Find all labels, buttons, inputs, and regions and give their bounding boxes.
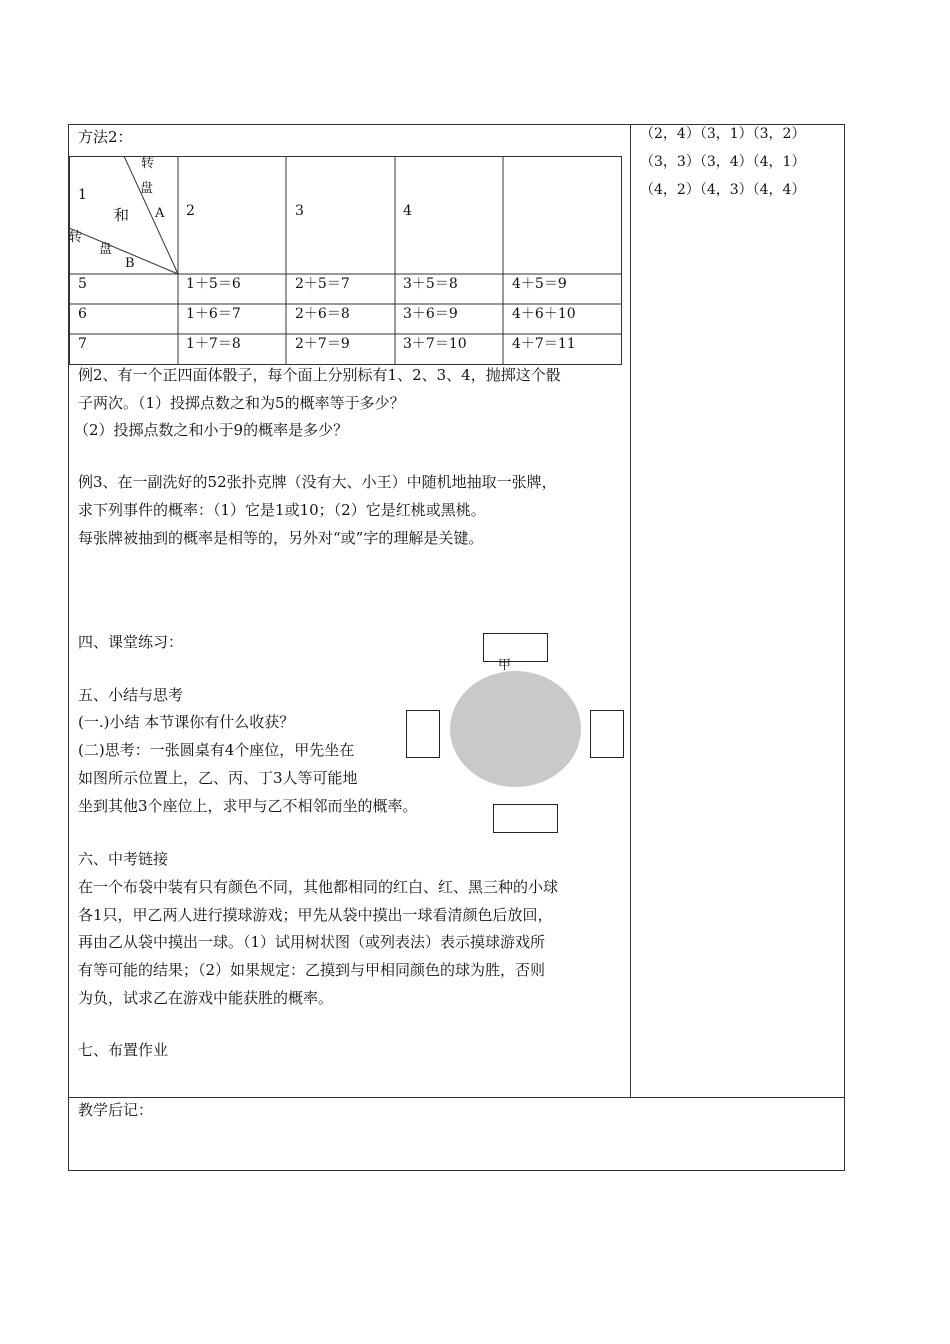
- section-5-title: 五、小结与思考: [78, 686, 184, 704]
- corner-he: 和: [114, 206, 130, 224]
- seat-label-jia: 甲: [498, 658, 512, 673]
- outcome-pairs-row: （2，4）（3，1）（3，2）: [640, 126, 806, 142]
- table-cell: 2＋7＝9: [295, 336, 350, 352]
- seat-right: [590, 710, 624, 758]
- corner-pan-a: 盘: [140, 181, 154, 196]
- frame-divider: [68, 1097, 845, 1098]
- corner-num-1: 1: [78, 187, 87, 203]
- table-cell: 4＋6＋10: [512, 306, 576, 322]
- section-6-line: 各1只，甲乙两人进行摸球游戏；甲先从袋中摸出一球看清颜色后放回，: [78, 906, 553, 924]
- header-cell: 2: [186, 203, 195, 219]
- section-5-line: (一.)小结 本节课你有什么收获？: [78, 713, 295, 731]
- round-table-figure: [450, 671, 581, 787]
- seat-bottom: [493, 804, 558, 833]
- section-6-line: 再由乙从袋中摸出一球。（1）试用树状图（或列表法）表示摸球游戏所: [78, 933, 546, 951]
- row-label: 5: [78, 276, 87, 292]
- seat-left: [406, 710, 440, 758]
- outcome-pairs-row: （3，3）（3，4）（4，1）: [640, 154, 806, 170]
- corner-zhuan-a: 转: [141, 156, 155, 171]
- outcome-pairs-row: （4，2）（4，3）（4，4）: [640, 182, 806, 198]
- header-cell: 4: [403, 203, 412, 219]
- sum-table: [69, 156, 622, 365]
- table-cell: 3＋6＝9: [403, 306, 458, 322]
- table-cell: 2＋5＝7: [295, 276, 350, 292]
- row-label: 6: [78, 306, 87, 322]
- table-cell: 1＋7＝8: [186, 336, 241, 352]
- section-6-line: 有等可能的结果；（2）如果规定：乙摸到与甲相同颜色的球为胜，否则: [78, 961, 546, 979]
- section-6-line: 为负，试求乙在游戏中能获胜的概率。: [78, 989, 334, 1007]
- frame-right: [844, 124, 845, 1171]
- corner-pan-b: 盘: [99, 242, 113, 257]
- section-5-line: (二)思考：一张圆桌有4个座位，甲先坐在: [78, 741, 355, 759]
- table-cell: 1＋6＝7: [186, 306, 241, 322]
- corner-zhuan-b: 转: [69, 230, 83, 245]
- section-5-line: 坐到其他3个座位上，求甲与乙不相邻而坐的概率。: [78, 797, 418, 815]
- example-3-line: 每张牌被抽到的概率是相等的，另外对“或”字的理解是关键。: [78, 529, 484, 547]
- section-6-title: 六、中考链接: [78, 850, 169, 868]
- postscript-label: 教学后记：: [78, 1101, 154, 1119]
- section-4-title: 四、课堂练习：: [78, 633, 184, 651]
- table-cell: 4＋5＝9: [512, 276, 567, 292]
- corner-label-b: B: [125, 256, 135, 271]
- example-2-line: 子两次。（1）投掷点数之和为5的概率等于多少？: [78, 394, 405, 412]
- table-cell: 2＋6＝8: [295, 306, 350, 322]
- frame-bottom: [68, 1170, 845, 1171]
- table-cell: 3＋5＝8: [403, 276, 458, 292]
- corner-label-a: A: [155, 206, 165, 221]
- row-label: 7: [78, 336, 87, 352]
- header-cell: 3: [295, 203, 304, 219]
- example-2-line: 例2、有一个正四面体骰子，每个面上分别标有1、2、3、4，抛掷这个骰: [78, 366, 561, 384]
- table-cell: 4＋7＝11: [512, 336, 576, 352]
- section-5-line: 如图所示位置上，乙、丙、丁3人等可能地: [78, 769, 358, 787]
- example-2-line: （2）投掷点数之和小于9的概率是多少？: [74, 421, 349, 439]
- method-2-label: 方法2：: [78, 128, 133, 146]
- section-6-line: 在一个布袋中装有只有颜色不同，其他都相同的红白、红、黑三种的小球: [78, 878, 559, 896]
- seat-top: [483, 633, 548, 662]
- table-cell: 3＋7＝10: [403, 336, 467, 352]
- section-7-title: 七、布置作业: [78, 1041, 169, 1059]
- table-cell: 1＋5＝6: [186, 276, 241, 292]
- column-divider: [630, 124, 631, 1098]
- example-3-line: 求下列事件的概率：（1）它是1或10；（2）它是红桃或黑桃。: [78, 501, 486, 519]
- example-3-line: 例3、在一副洗好的52张扑克牌（没有大、小王）中随机地抽取一张牌，: [78, 473, 557, 491]
